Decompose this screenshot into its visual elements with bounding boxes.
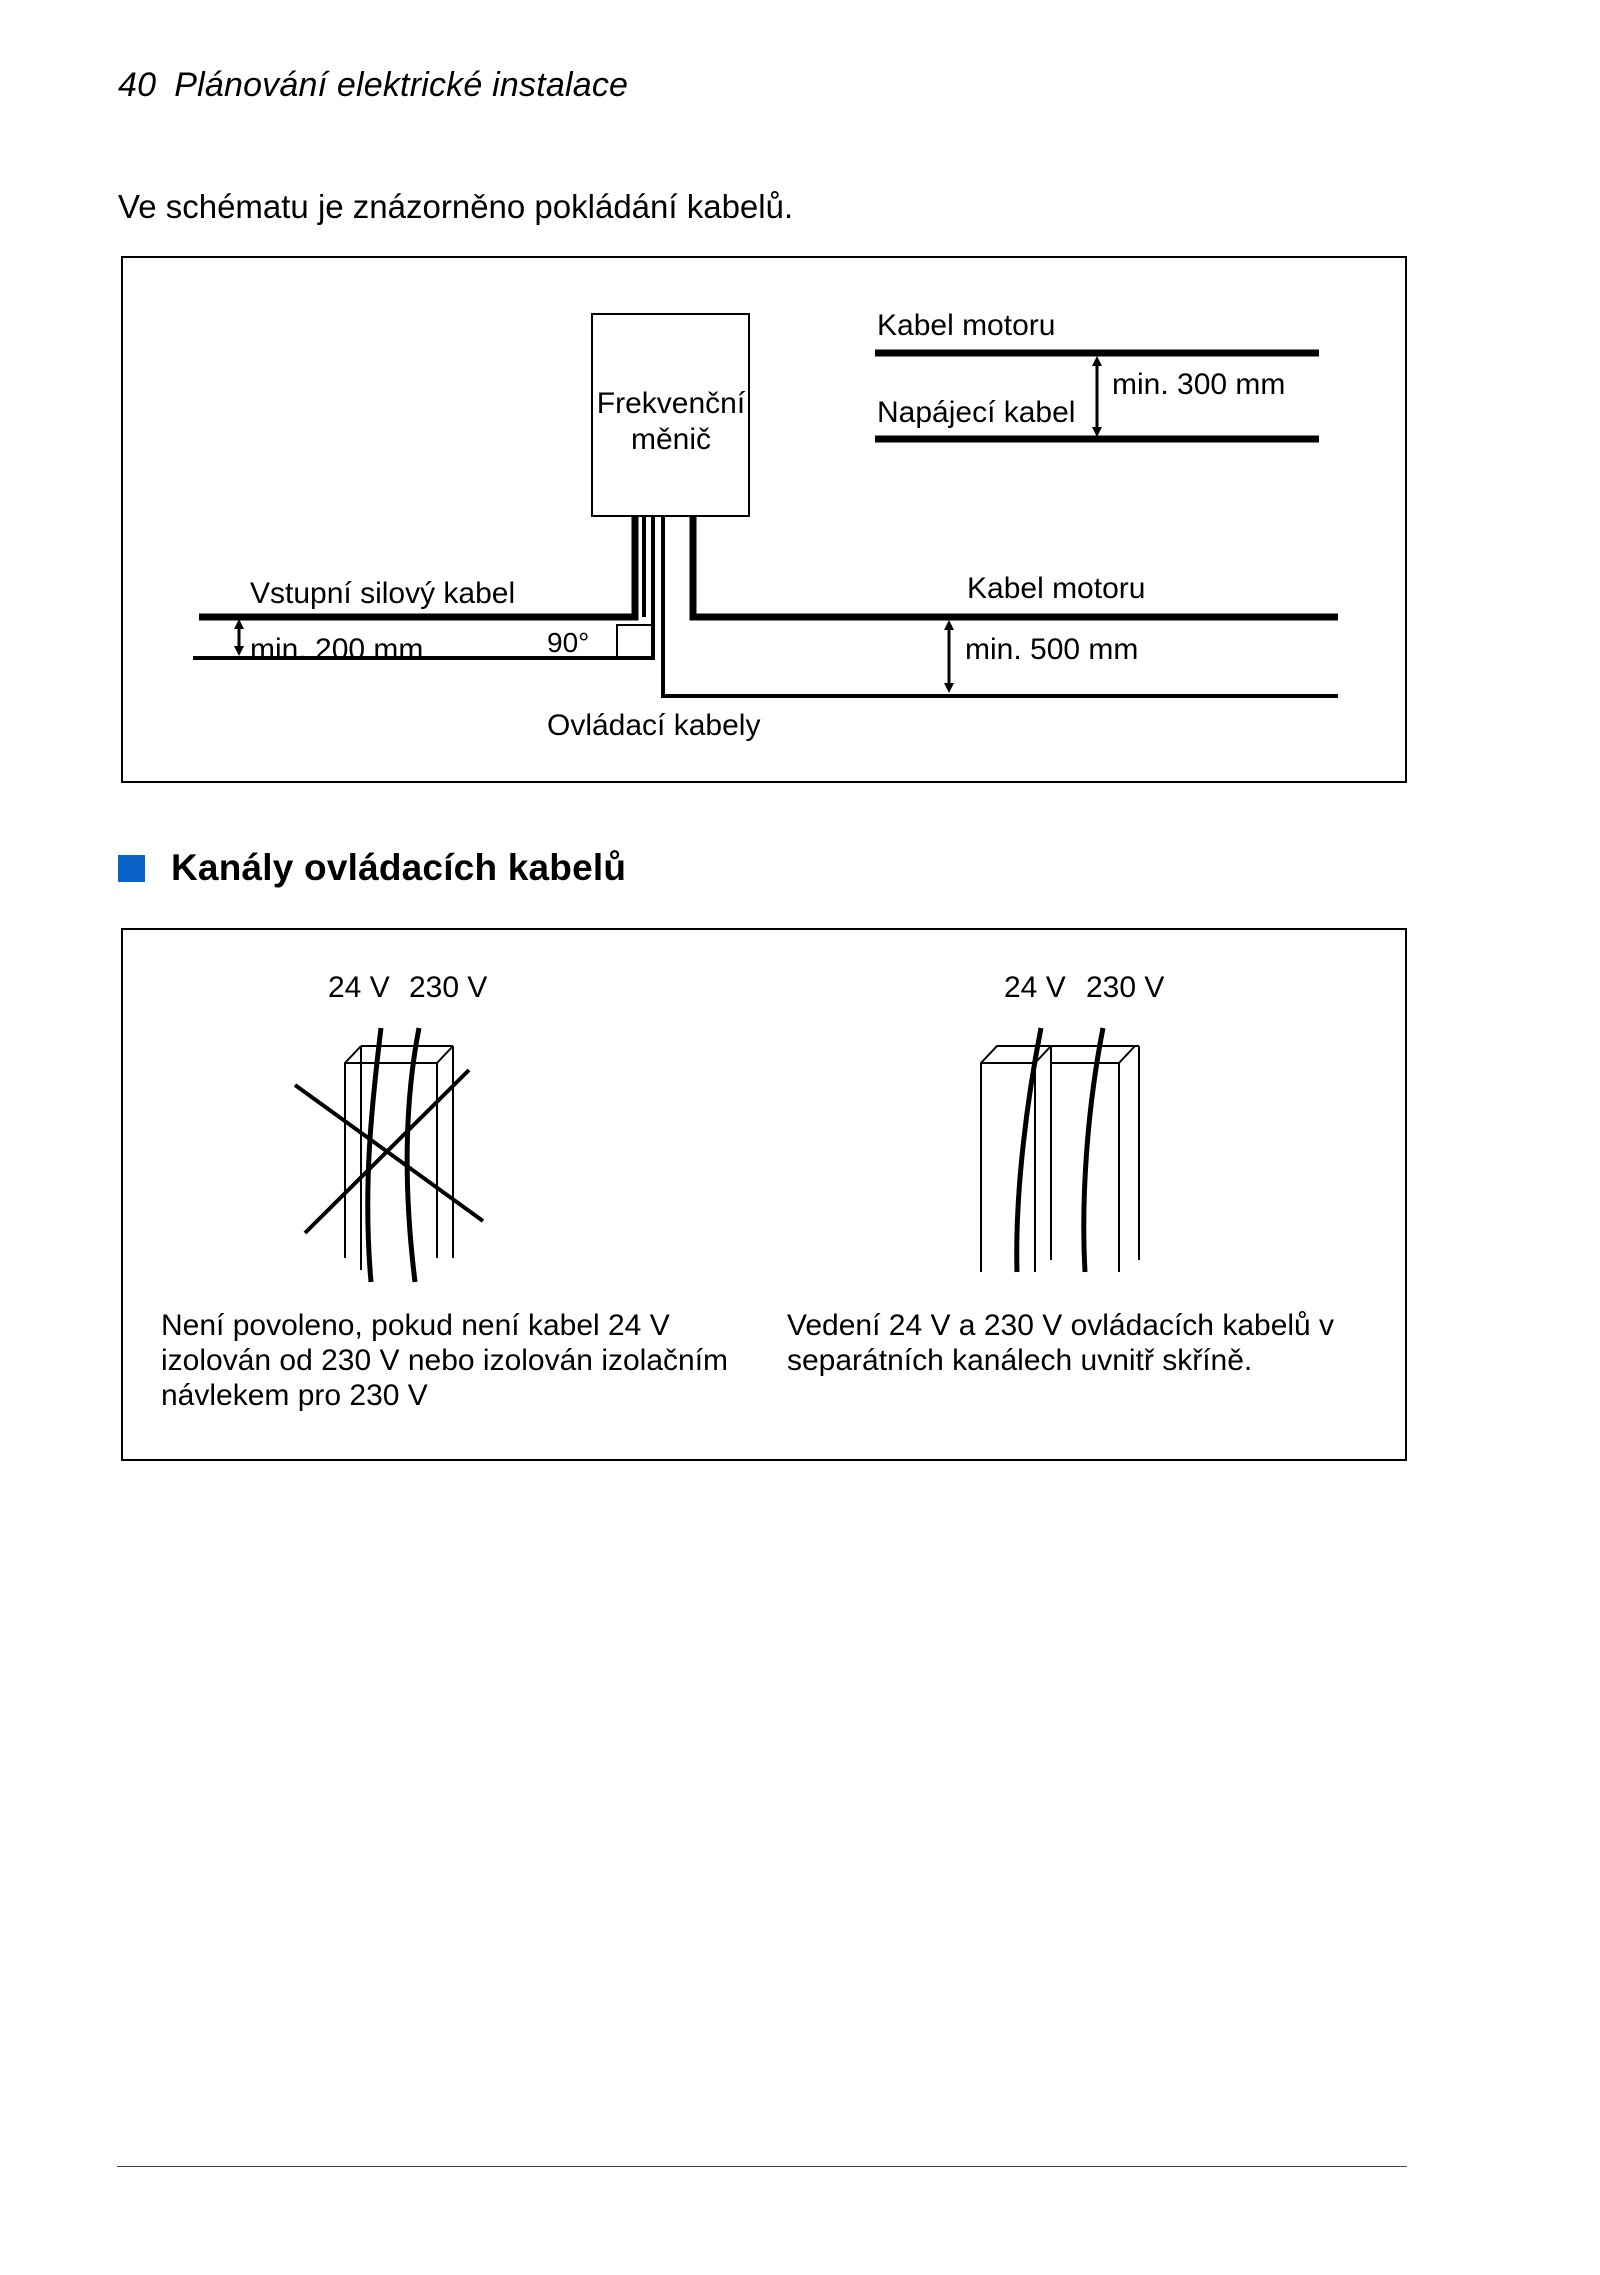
left-caption-container: [161, 1308, 761, 1438]
right-caption-container: [787, 1308, 1387, 1438]
section-bullet: [118, 855, 145, 882]
right-cable-230v: [1084, 1028, 1103, 1272]
right-230v-label: 230 V: [1086, 971, 1165, 1004]
left-cable-230v: [407, 1028, 419, 1282]
min-500-label: min. 500 mm: [965, 633, 1139, 666]
input-power-cable-label: Vstupní silový kabel: [250, 577, 516, 610]
control-cable-long: [663, 516, 1338, 696]
page-number: 40: [118, 66, 157, 104]
chapter-title: Plánování elektrické instalace: [174, 66, 629, 104]
cable-routing-figure: [121, 256, 1407, 783]
motor-cable-top-label: Kabel motoru: [877, 309, 1056, 342]
supply-cable-label: Napájecí kabel: [877, 396, 1076, 429]
right-angle-marker: [617, 625, 653, 658]
left-caption: Není povoleno, pokud není kabel 24 V izolován od 230 V nebo izolován izolačním návlekem pro 230 V: [161, 1309, 729, 1412]
section-heading: [118, 846, 626, 890]
cross-mark-stroke-2: [305, 1070, 469, 1233]
right-caption: Vedení 24 V a 230 V ovládacích kabelů v separátních kanálech uvnitř skříně.: [787, 1309, 1335, 1377]
cable-routing-diagram: [123, 258, 1409, 785]
min-200-label: min. 200 mm: [250, 633, 424, 666]
right-24v-label: 24 V: [1004, 971, 1066, 1004]
cross-mark-stroke-1: [295, 1085, 483, 1221]
page-header: [118, 66, 628, 105]
min-300-label: min. 300 mm: [1112, 368, 1286, 401]
intro-text: Ve schématu je znázorněno pokládání kabelů.: [118, 188, 794, 225]
motor-cable-label: Kabel motoru: [967, 572, 1146, 605]
left-230v-label: 230 V: [409, 971, 488, 1004]
drive-label-line1: Frekvenční: [596, 387, 746, 420]
left-cable-24v: [368, 1028, 381, 1282]
control-cables-label: Ovládací kabely: [547, 709, 761, 742]
right-duct-1: [981, 1046, 1139, 1272]
cable-ducts-figure: [121, 928, 1407, 1461]
drive-label-line2: měnič: [630, 423, 712, 456]
footer-rule: [117, 2166, 1407, 2167]
section-title: Kanály ovládacích kabelů: [171, 847, 627, 888]
left-24v-label: 24 V: [328, 971, 390, 1004]
cable-ducts-diagram: [123, 930, 1409, 1463]
right-cable-24v: [1017, 1028, 1041, 1272]
angle-label: 90°: [547, 627, 590, 658]
